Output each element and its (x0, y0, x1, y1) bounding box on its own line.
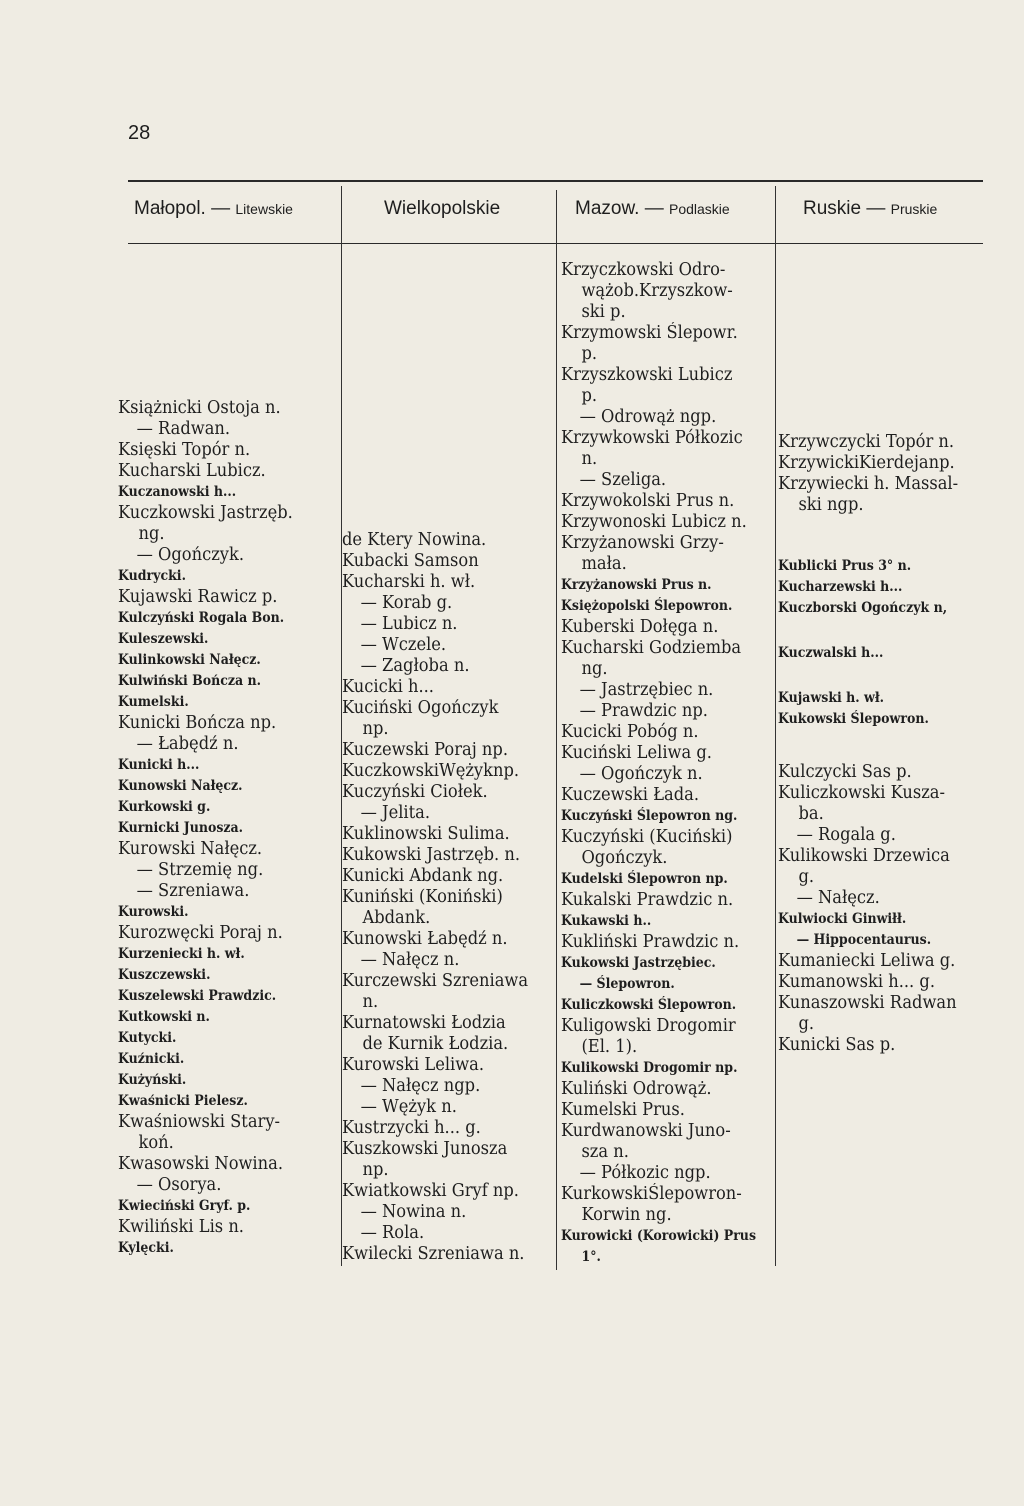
table-top-rule (128, 180, 983, 182)
list-item: ba. (798, 804, 824, 824)
list-item: Kurowski. (118, 904, 189, 920)
list-item: Kwilecki Szreniawa n. (342, 1244, 525, 1264)
list-item: Kurowski Leliwa. (342, 1055, 485, 1075)
list-item: Ogończyk. (581, 848, 668, 868)
list-item: Krzyczkowski Odro- (561, 260, 726, 280)
list-item: Kucharzewski h... (778, 579, 903, 595)
column-spacer (778, 730, 972, 762)
list-item: — Nowina n. (360, 1202, 467, 1222)
column-malopol-litewskie (118, 398, 306, 1259)
list-item: Kulczyński Rogala Bon. (118, 610, 285, 626)
list-item: Krzywczycki Topór n. (778, 432, 955, 452)
list-item: sza n. (581, 1142, 629, 1162)
list-item: p. (581, 344, 598, 364)
list-item: Kujawski h. wł. (778, 690, 885, 706)
list-item: Kuszelewski Prawdzic. (118, 988, 277, 1004)
list-item: — Lubicz n. (360, 614, 458, 634)
header-ruskie-label: Ruskie — (803, 198, 886, 219)
list-item: — Nałęcz ngp. (360, 1076, 481, 1096)
list-item: — Ogończyk. (136, 545, 245, 565)
list-item: — Hippocentaurus. (796, 932, 932, 948)
list-item: Kulczycki Sas p. (778, 762, 912, 782)
list-item: — Szeliga. (579, 470, 667, 490)
list-item: Kulikowski Drogomir np. (561, 1060, 738, 1076)
column-divider-3 (775, 186, 776, 1266)
list-item: Kudrycki. (118, 568, 186, 584)
list-item: Kucharski h. wł. (342, 572, 476, 592)
list-item: Krzywkowski Półkozic (561, 428, 743, 448)
header-podlaskie-label: Podlaskie (668, 201, 730, 217)
header-mazow-podlaskie (575, 198, 730, 220)
column-divider-2 (556, 190, 557, 1270)
header-mazow-label: Mazow. — (575, 198, 664, 219)
list-item: Kublicki Prus 3° n. (778, 558, 912, 574)
list-item: mała. (581, 554, 627, 574)
list-item: — Radwan. (136, 419, 231, 439)
list-item: Kumelski. (118, 694, 189, 710)
list-item: Kwieciński Gryf. p. (118, 1198, 251, 1214)
header-malopol-label: Małopol. — (134, 198, 231, 219)
list-item: Krzywonoski Lubicz n. (561, 512, 747, 532)
list-item: Kunicki h... (118, 757, 200, 773)
list-item: — Rola. (360, 1223, 425, 1243)
list-item: n. (362, 992, 379, 1012)
list-item: koń. (138, 1133, 174, 1153)
list-item: Kuliński Odrowąż. (561, 1079, 712, 1099)
list-item: Korwin ng. (581, 1205, 672, 1225)
list-item: Księski Topór n. (118, 440, 251, 460)
list-item: Kurzeniecki h. wł. (118, 946, 245, 962)
list-item: Kwiliński Lis n. (118, 1217, 244, 1237)
list-item: — Strzemię ng. (136, 860, 264, 880)
list-item: Kukowski Jastrzębiec. (561, 955, 716, 971)
list-item: Kuciński Ogończyk (342, 698, 499, 718)
list-item: — Korab g. (360, 593, 453, 613)
list-item: — Nałęcz. (796, 888, 880, 908)
list-item: Kumanowski h... g. (778, 972, 935, 992)
list-item: Kukowski Jastrzęb. n. (342, 845, 520, 865)
list-item: Krzyżanowski Prus n. (561, 577, 712, 593)
list-item: — Półkozic ngp. (579, 1163, 711, 1183)
list-item: Kukowski Ślepowron. (778, 711, 929, 727)
list-item: p. (581, 386, 598, 406)
list-item: Kuczewski Łada. (561, 785, 700, 805)
list-item: Kwaśniowski Stary- (118, 1112, 281, 1132)
list-item: Kunaszowski Radwan (778, 993, 957, 1013)
list-item: Abdank. (362, 908, 431, 928)
list-item: 1°. (581, 1249, 601, 1265)
list-item: Kustrzycki h... g. (342, 1118, 481, 1138)
list-item: — Jastrzębiec n. (579, 680, 714, 700)
list-item: ski p. (581, 302, 626, 322)
list-item: Kuberski Dołęga n. (561, 617, 719, 637)
header-malopol-litewskie (134, 198, 293, 220)
list-item: KrzywickiKierdejanp. (778, 453, 955, 473)
list-item: Kulinkowski Nałęcz. (118, 652, 261, 668)
list-item: Kuliczkowski Ślepowron. (561, 997, 737, 1013)
list-item: Kurnicki Junosza. (118, 820, 244, 836)
list-item: Kwaśnicki Pielesz. (118, 1093, 248, 1109)
list-item: n. (581, 449, 598, 469)
list-item: Kuleszewski. (118, 631, 209, 647)
list-item: Kutycki. (118, 1030, 177, 1046)
list-item: de Kurnik Łodzia. (362, 1034, 509, 1054)
list-item: ski ngp. (798, 495, 864, 515)
list-item: Kuniński (Koniński) (342, 887, 503, 907)
list-item: Kuczyński Ślepowron ng. (561, 808, 738, 824)
list-item: — Odrowąż ngp. (579, 407, 717, 427)
list-item: Kubacki Samson (342, 551, 479, 571)
column-spacer (778, 619, 972, 643)
list-item: Kutkowski n. (118, 1009, 210, 1025)
list-item: — Jelita. (360, 803, 431, 823)
page-number: 28 (128, 122, 151, 144)
list-item: Kumaniecki Leliwa g. (778, 951, 956, 971)
header-wielkopolskie: Wielkopolskie (384, 198, 501, 219)
header-litewskie-label: Litewskie (235, 201, 293, 217)
list-item: Kucharski Godziemba (561, 638, 742, 658)
list-item: — Zagłoba n. (360, 656, 470, 676)
list-item: Kuszkowski Junosza (342, 1139, 508, 1159)
list-item: — Rogala g. (796, 825, 896, 845)
list-item: Kuciński Leliwa g. (561, 743, 712, 763)
list-item: — Prawdzic np. (579, 701, 708, 721)
list-item: Kunicki Bończa np. (118, 713, 277, 733)
list-item: Kurowicki (Korowicki) Prus (561, 1228, 757, 1244)
list-item: Kwasowski Nowina. (118, 1154, 284, 1174)
list-item: Księżopolski Ślepowron. (561, 598, 733, 614)
list-item: Kuklinowski Sulima. (342, 824, 510, 844)
list-item: KuczkowskiWężyknp. (342, 761, 520, 781)
list-item: ng. (138, 524, 165, 544)
list-item: np. (362, 719, 389, 739)
list-item: Kunicki Abdank ng. (342, 866, 504, 886)
list-item: KurkowskiŚlepowron- (561, 1184, 742, 1204)
list-item: Kunowski Łabędź n. (342, 929, 508, 949)
column-spacer (778, 664, 972, 688)
list-item: Kuźnicki. (118, 1051, 185, 1067)
list-item: Kunowski Nałęcz. (118, 778, 243, 794)
list-item: — Ślepowron. (579, 976, 675, 992)
list-item: Krzywokolski Prus n. (561, 491, 735, 511)
list-item: ng. (581, 659, 608, 679)
list-item: — Nałęcz n. (360, 950, 460, 970)
list-item: Kurkowski g. (118, 799, 211, 815)
list-item: Kudelski Ślepowron np. (561, 871, 728, 887)
list-item: np. (362, 1160, 389, 1180)
list-item: Kunicki Sas p. (778, 1035, 896, 1055)
column-ruskie-pruskie (778, 432, 972, 1056)
list-item: Kurdwanowski Juno- (561, 1121, 731, 1141)
list-item: Kukliński Prawdzic n. (561, 932, 740, 952)
list-item: Kuczyński Ciołek. (342, 782, 488, 802)
list-item: Kujawski Rawicz p. (118, 587, 278, 607)
list-item: Kulwiocki Ginwiłł. (778, 911, 907, 927)
list-item: Kuczborski Ogończyk n, (778, 600, 948, 616)
list-item: Kurowski Nałęcz. (118, 839, 263, 859)
list-item: g. (798, 1014, 815, 1034)
list-item: — Szreniawa. (136, 881, 250, 901)
list-item: Kulwiński Bończa n. (118, 673, 262, 689)
list-item: Kurczewski Szreniawa (342, 971, 529, 991)
list-item: — Osorya. (136, 1175, 222, 1195)
list-item: Kuczanowski h... (118, 484, 237, 500)
list-item: wążob.Krzyszkow- (581, 281, 733, 301)
list-item: — Wczele. (360, 635, 447, 655)
column-mazow-podlaskie (561, 260, 771, 1268)
list-item: Kuczkowski Jastrzęb. (118, 503, 293, 523)
list-item: Krzymowski Ślepowr. (561, 323, 738, 343)
list-item: Kulikowski Drzewica (778, 846, 950, 866)
column-spacer (778, 516, 972, 556)
list-item: — Wężyk n. (360, 1097, 457, 1117)
list-item: Kuczyński (Kuciński) (561, 827, 733, 847)
list-item: Kurozwęcki Poraj n. (118, 923, 283, 943)
list-item: Książnicki Ostoja n. (118, 398, 281, 418)
list-item: Kucharski Lubicz. (118, 461, 266, 481)
list-item: de Ktery Nowina. (342, 530, 487, 550)
list-item: Kwiatkowski Gryf np. (342, 1181, 519, 1201)
list-item: Kucicki h... (342, 677, 434, 697)
header-pruskie-label: Pruskie (890, 201, 938, 217)
list-item: Krzyżanowski Grzy- (561, 533, 724, 553)
list-item: Kucicki Pobóg n. (561, 722, 699, 742)
list-item: Kukalski Prawdzic n. (561, 890, 734, 910)
list-item: — Łabędź n. (136, 734, 239, 754)
list-item: Kuliczkowski Kusza- (778, 783, 945, 803)
list-item: Kuczwalski h... (778, 645, 884, 661)
list-item: Kukawski h.. (561, 913, 652, 929)
list-item: Kuszczewski. (118, 967, 211, 983)
list-item: Kuczewski Poraj np. (342, 740, 509, 760)
list-item: Kylęcki. (118, 1240, 174, 1256)
column-wielkopolskie (342, 530, 542, 1265)
list-item: — Ogończyk n. (579, 764, 703, 784)
list-item: Krzyszkowski Lubicz (561, 365, 733, 385)
list-item: Krzywiecki h. Massal- (778, 474, 959, 494)
list-item: g. (798, 867, 815, 887)
list-item: (El. 1). (581, 1037, 638, 1057)
header-ruskie-pruskie (803, 198, 937, 220)
list-item: Kurnatowski Łodzia (342, 1013, 506, 1033)
list-item: Kużyński. (118, 1072, 187, 1088)
list-item: Kumelski Prus. (561, 1100, 685, 1120)
list-item: Kuligowski Drogomir (561, 1016, 736, 1036)
